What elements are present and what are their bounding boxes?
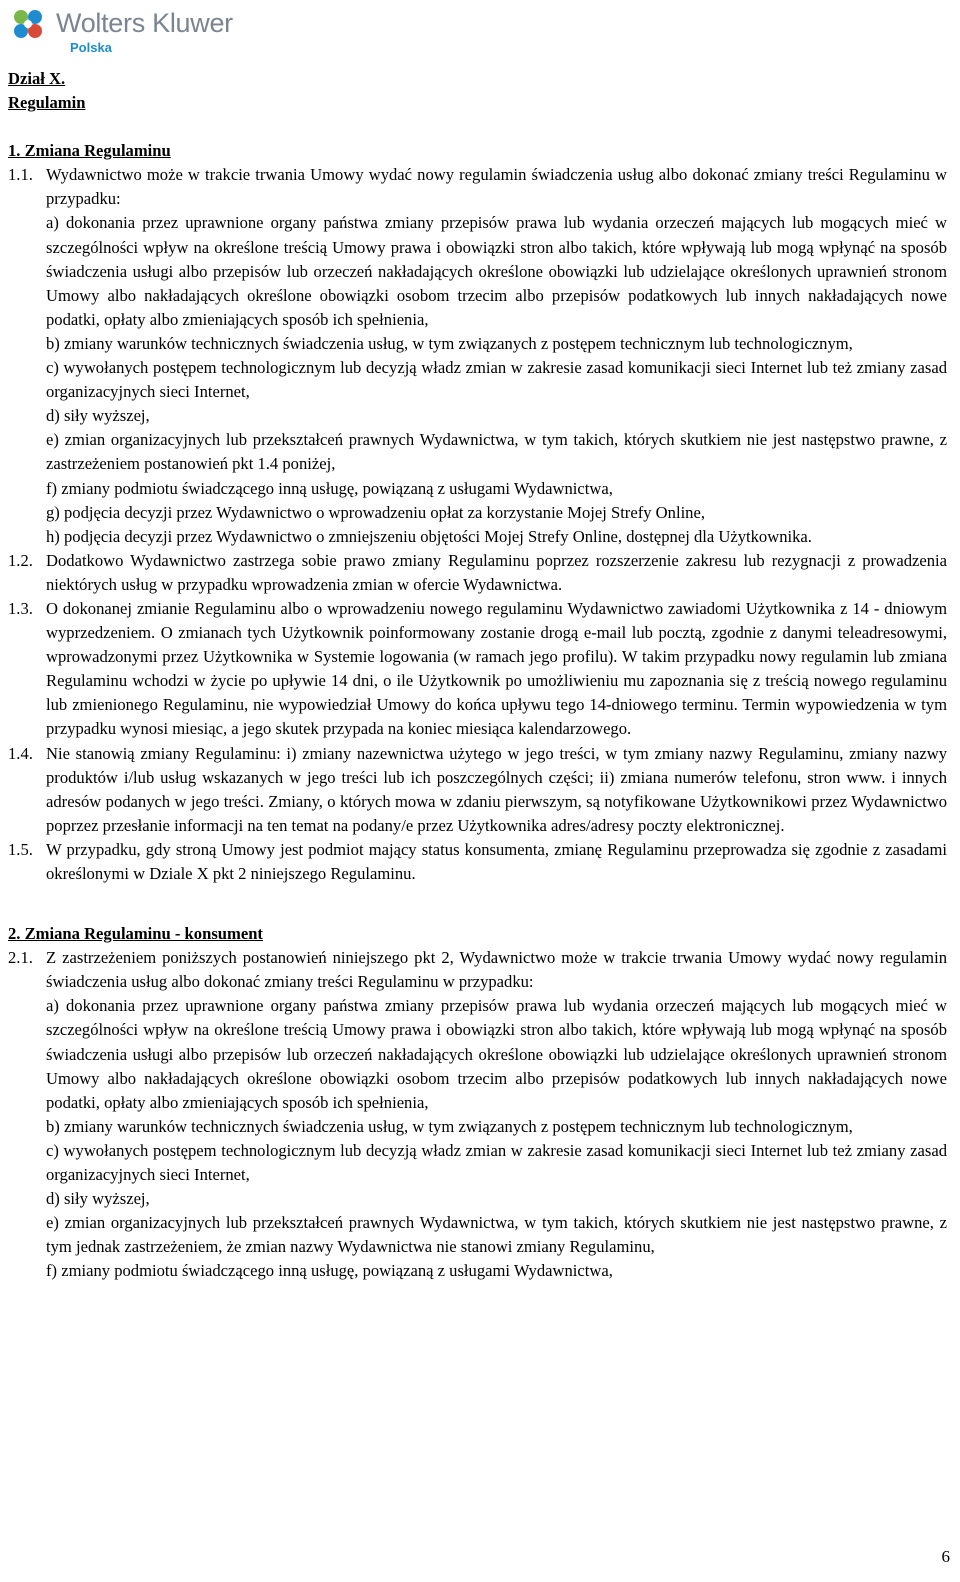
- list-item: g) podjęcia decyzji przez Wydawnictwo o wprowadzeniu opłat za korzystanie Mojej Strefy Online,: [46, 502, 705, 522]
- list-item: d) siły wyższej,: [46, 1189, 150, 1209]
- list-item: c) wywołanych postępem technologicznym lub decyzją władz zmian w zakresie zasad komunikacji sieci Internet lub też zmiany zasad organizacyjnych sieci Internet,: [46, 358, 947, 402]
- paragraph-number: 1.2.: [8, 550, 33, 570]
- paragraph-text: O dokonanej zmianie Regulaminu albo o wprowadzeniu nowego regulaminu Wydawnictwo zawiadomi Użytkownika z 14 - dniowym wyprzedzeniem. O zmianach tych Użytkownik poinformowany zostanie drogą e-mail lub pocztą, zgodnie z danymi teleadresowymi, wprowadzonymi przez Użytkownika w Systemie logowania (w ramach jego profilu). W takim przypadku nowy regulamin lub zmiana Regulaminu wchodzi w życie po upływie 14 dni, o ile Użytkownik po umożliwieniu mu zapoznania się z treścią nowego regulaminu lub zmienionego Regulaminu, nie wypowiedział Umowy do końca upływu tego 14-dniowego terminu. Termin wypowiedzenia w tym przypadku wynosi miesiąc, a jego skutek przypada na koniec miesiąca kalendarzowego.: [46, 598, 947, 739]
- paragraph-number: 1.3.: [8, 598, 33, 618]
- list-item: a) dokonania przez uprawnione organy państwa zmiany przepisów prawa lub wydania orzeczeń mających lub mogących mieć w szczególności wpływ na określone treścią Umowy prawa i obowiązki stron albo takich, które wpływają lub mogą wpłynąć na sposób świadczenia usługi albo przepisów lub orzeczeń nakładających określone obowiązki lub udzielające określonych uprawnień stronom Umowy albo nakładających określone obowiązki osobom trzecim albo przepisów podatkowych lub innych nakładających nowe podatki, opłaty albo zmieniających sposób ich spełnienia,: [46, 996, 947, 1112]
- paragraph-text: Z zastrzeżeniem poniższych postanowień niniejszego pkt 2, Wydawnictwo może w trakcie trwania Umowy wydać nowy regulamin świadczenia usług albo dokonać zmiany treści Regulaminu w przypadku:: [46, 948, 947, 992]
- logo-brand-text: Wolters Kluwer: [56, 8, 233, 38]
- paragraph-1-4: [8, 742, 947, 838]
- list-item: d) siły wyższej,: [46, 406, 150, 426]
- paragraph-text: W przypadku, gdy stroną Umowy jest podmiot mający status konsumenta, zmianę Regulaminu przeprowadza się zgodnie z zasadami określonymi w Dziale X pkt 2 niniejszego Regulaminu.: [46, 839, 947, 883]
- list-item: h) podjęcia decyzji przez Wydawnictwo o zmniejszeniu objętości Mojej Strefy Online, dostępnej dla Użytkownika.: [46, 526, 812, 546]
- list-item: b) zmiany warunków technicznych świadczenia usług, w tym związanych z postępem technicznym lub technologicznym,: [46, 333, 853, 353]
- page-number: 6: [941, 1547, 950, 1566]
- logo-mark-icon: [8, 4, 48, 44]
- list-item: b) zmiany warunków technicznych świadczenia usług, w tym związanych z postępem technicznym lub technologicznym,: [46, 1116, 853, 1136]
- list-item: e) zmian organizacyjnych lub przekształceń prawnych Wydawnictwa, w tym takich, których skutkiem nie jest następstwo prawne, z zastrzeżeniem postanowień pkt 1.4 poniżej,: [46, 430, 947, 474]
- paragraph-number: 2.1.: [8, 948, 33, 968]
- heading-1: 1. Zmiana Regulaminu: [8, 141, 171, 161]
- list-item: f) zmiany podmiotu świadczącego inną usługę, powiązaną z usługami Wydawnictwa,: [46, 478, 613, 498]
- list-item: a) dokonania przez uprawnione organy państwa zmiany przepisów prawa lub wydania orzeczeń mających lub mogących mieć w szczególności wpływ na określone treścią Umowy prawa i obowiązki stron albo takich, które wpływają lub mogą wpłynąć na sposób świadczenia usługi albo przepisów lub orzeczeń nakładających określone obowiązki lub udzielające określonych uprawnień stronom Umowy albo nakładających określone obowiązki osobom trzecim albo przepisów podatkowych lub innych nakładających nowe podatki, opłaty albo zmieniających sposób ich spełnienia,: [46, 213, 947, 329]
- paragraph-2-1: [8, 946, 947, 994]
- paragraph-number: 1.1.: [8, 165, 33, 185]
- document-body: [8, 67, 947, 1284]
- paragraph-1-2: [8, 549, 947, 597]
- paragraph-1-1: [8, 163, 947, 211]
- logo-sub-text: Polska: [70, 40, 112, 55]
- wolters-kluwer-logo: [8, 4, 238, 56]
- paragraph-1-3: [8, 597, 947, 742]
- paragraph-1-5: [8, 838, 947, 886]
- list-item: c) wywołanych postępem technologicznym lub decyzją władz zmian w zakresie zasad komunikacji sieci Internet lub też zmiany zasad organizacyjnych sieci Internet,: [46, 1140, 947, 1185]
- paragraph-number: 1.4.: [8, 743, 33, 763]
- paragraph-text: Wydawnictwo może w trakcie trwania Umowy wydać nowy regulamin świadczenia usług albo dokonać zmiany treści Regulaminu w przypadku:: [46, 165, 947, 209]
- list-item: f) zmiany podmiotu świadczącego inną usługę, powiązaną z usługami Wydawnictwa,: [46, 1261, 613, 1281]
- list-item: e) zmian organizacyjnych lub przekształceń prawnych Wydawnictwa, w tym takich, których skutkiem nie jest następstwo prawne, z tym jednak zastrzeżeniem, że zmian nazwy Wydawnictwa nie stanowi zmiany Regulaminu,: [46, 1213, 947, 1257]
- heading-2: 2. Zmiana Regulaminu - konsument: [8, 924, 263, 944]
- paragraph-text: Nie stanowią zmiany Regulaminu: i) zmiany nazewnictwa użytego w jego treści, w tym zmiany nazwy Regulaminu, zmiany nazwy produktów i/lub usług wskazanych w jego treści lub ich poszczególnych części; ii) zmiana numerów telefonu, stron www. i innych adresów podanych w jego treści. Zmiany, o których mowa w zdaniu pierwszym, są notyfikowane Użytkownikowi przez Wydawnictwo poprzez przesłanie informacji na ten temat na podany/e przez Użytkownika adres/adresy poczty elektronicznej.: [46, 743, 947, 835]
- section-subtitle: Regulamin: [8, 93, 86, 113]
- section-title: Dział X.: [8, 69, 66, 88]
- paragraph-number: 1.5.: [8, 839, 33, 859]
- paragraph-text: Dodatkowo Wydawnictwo zastrzega sobie prawo zmiany Regulaminu poprzez rozszerzenie zakresu lub rezygnacji z prowadzenia niektórych usług w przypadku wprowadzenia zmian w ofercie Wydawnictwa.: [46, 550, 947, 594]
